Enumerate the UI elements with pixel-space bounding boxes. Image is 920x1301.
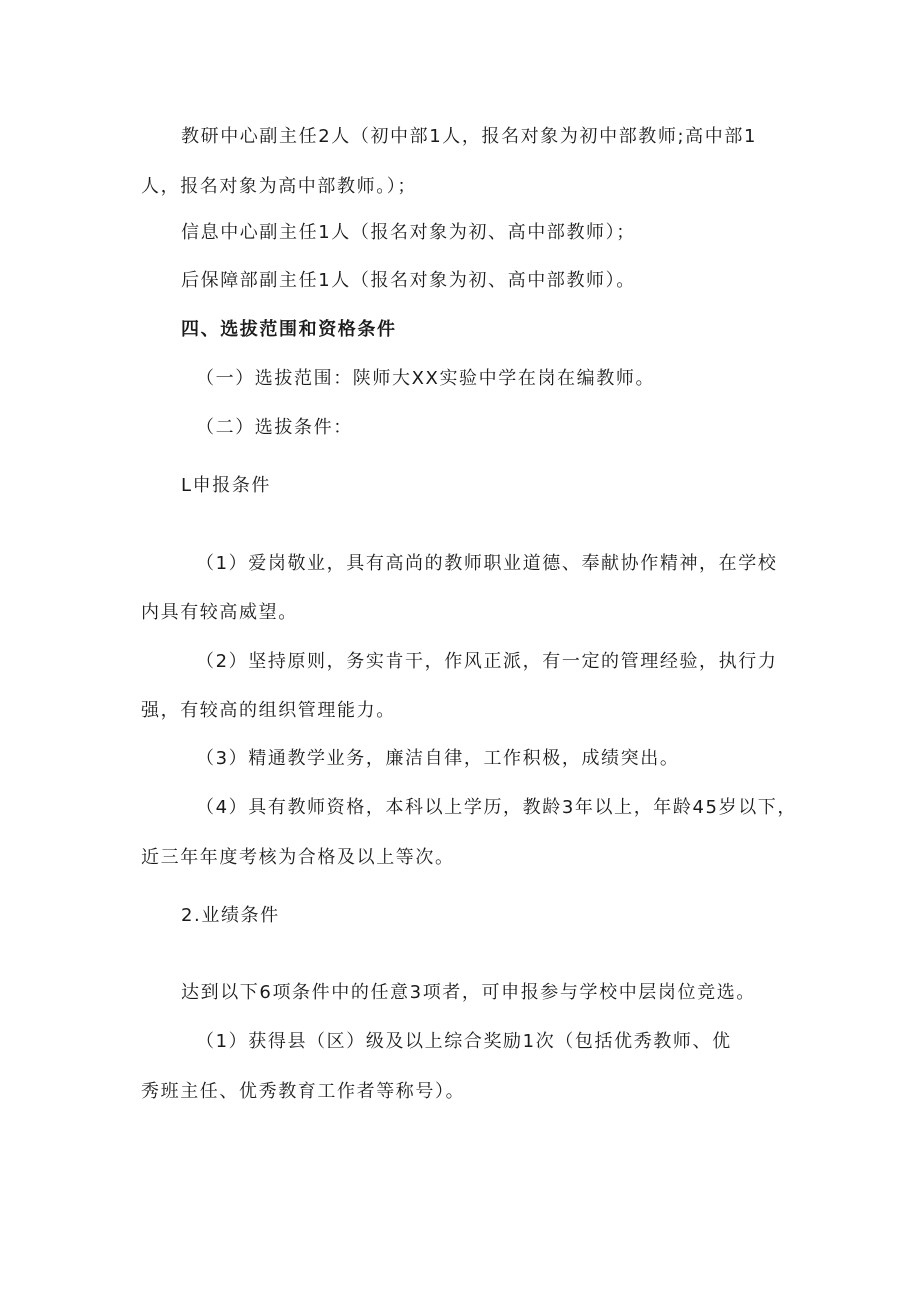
- text-line: （1）爱岗敬业，具有高尚的教师职业道德、奉献协作精神，在学校: [196, 553, 778, 574]
- text-line: （1）获得县（区）级及以上综合奖励1次（包括优秀教师、优: [196, 1031, 732, 1052]
- text-line: 人，报名对象为高中部教师。）；: [141, 176, 417, 197]
- text-line: （一）选拔范围：陕师大XX实验中学在岗在编教师。: [196, 368, 656, 389]
- text-line: 达到以下6项条件中的任意3项者，可申报参与学校中层岗位竞选。: [181, 982, 756, 1003]
- text-line: （4）具有教师资格，本科以上学历，教龄3年以上，年龄45岁以下，: [196, 797, 798, 818]
- text-line: 内具有较高威望。: [141, 602, 298, 623]
- text-line: 近三年年度考核为合格及以上等次。: [141, 847, 455, 868]
- text-line: 秀班主任、优秀教育工作者等称号）。: [141, 1081, 466, 1102]
- text-line: 后保障部副主任1人（报名对象为初、高中部教师）。: [181, 270, 636, 291]
- text-line: （3）精通教学业务，廉洁自律，工作积极，成绩突出。: [196, 748, 680, 769]
- text-line: （2）坚持原则，务实肯干，作风正派，有一定的管理经验，执行力: [196, 651, 778, 672]
- text-line: 信息中心副主任1人（报名对象为初、高中部教师）；: [181, 222, 636, 243]
- subsection-heading: L申报条件: [181, 475, 272, 496]
- text-line: 强，有较高的组织管理能力。: [141, 700, 396, 721]
- subsection-heading: 2.业绩条件: [181, 905, 280, 926]
- section-heading: 四、选拔范围和资格条件: [181, 319, 397, 340]
- text-line: 教研中心副主任2人（初中部1人，报名对象为初中部教师;高中部1: [181, 126, 758, 147]
- text-line: （二）选拔条件：: [196, 417, 353, 438]
